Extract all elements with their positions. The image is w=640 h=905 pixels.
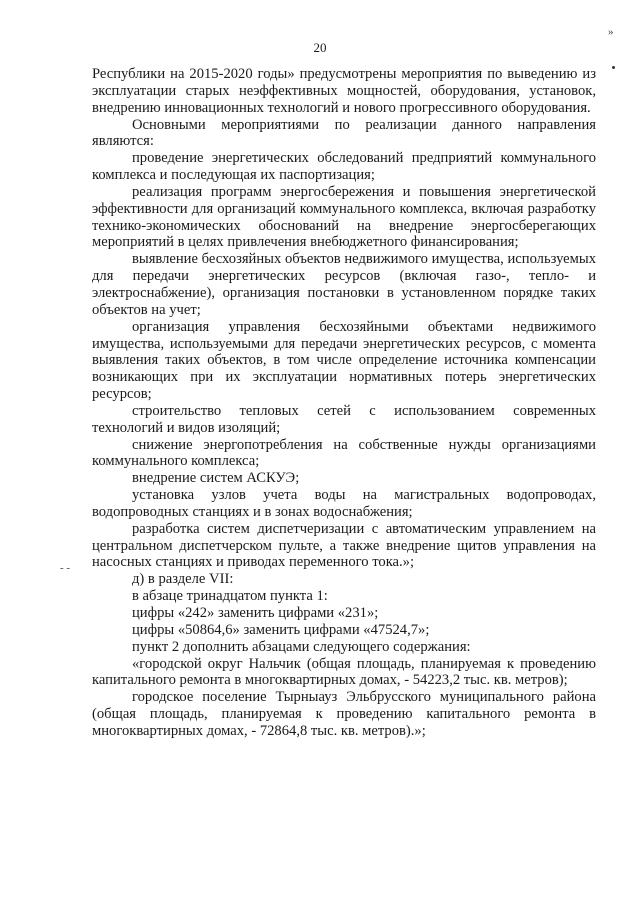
paragraph-4: реализация программ энергосбережения и повышения энергетической эффективности для организаций коммунального комплекса, включая разработку технико-экономических обоснований на внедрение энергосберегающих мероприятий в целях привлечения внебюджетного финансирования; [92, 183, 596, 251]
paragraph-5: выявление бесхозяйных объектов недвижимого имущества, используемых для передачи энергетических ресурсов (включая газо-, тепло- и электроснабжение), организация постановки в установленном порядке таких объектов на учет; [92, 251, 596, 318]
paragraph-17: «городской округ Нальчик (общая площадь, планируемая к проведению капитального ремонта в многоквартирных домах, - 54223,2 тыс. кв. метров); [92, 655, 596, 689]
paragraph-10: установка узлов учета воды на магистральных водопроводах, водопроводных станциях и в зонах водоснабжения; [92, 487, 596, 520]
paragraph-2: Основными мероприятиями по реализации данного направления являются: [92, 116, 596, 150]
paragraph-14: цифры «242» заменить цифрами «231»; [132, 605, 379, 621]
corner-dot [612, 66, 615, 69]
paragraph-6: организация управления бесхозяйными объектами недвижимого имущества, используемыми для передачи энергетических ресурсов, с момента выявления таких объектов, в том числе определение источника компенсации возникающих при их эксплуатации нормативных потерь энергетических ресурсов; [92, 318, 596, 403]
corner-mark: » [608, 26, 614, 38]
paragraph-16: пункт 2 дополнить абзацами следующего содержания: [132, 638, 471, 655]
side-mark: - - [60, 562, 71, 574]
paragraph-12: д) в разделе VII: [132, 571, 234, 588]
paragraph-7: строительство тепловых сетей с использованием современных технологий и видов изоляций; [92, 402, 596, 436]
paragraph-3: проведение энергетических обследований предприятий коммунального комплекса и последующая их паспортизация; [92, 150, 596, 184]
paragraph-15: цифры «50864,6» заменить цифрами «47524,7»; [132, 621, 430, 638]
paragraph-8: снижение энергопотребления на собственные нужды организациями коммунального комплекса; [92, 436, 596, 470]
paragraph-18: городское поселение Тырныауз Эльбрусского муниципального района (общая площадь, планируемая к проведению капитального ремонта в многоквартирных домах, - 72864,8 тыс. кв. метров).»; [92, 689, 596, 739]
paragraph-1: Республики на 2015-2020 годы» предусмотрены мероприятия по выведению из эксплуатации старых неэффективных мощностей, оборудования, установок, внедрению инновационных технологий и нового прогрессивного оборудования. [92, 66, 596, 116]
page-number: 20 [313, 40, 327, 55]
paragraph-13: в абзаце тринадцатом пункта 1: [132, 588, 328, 605]
paragraph-9: внедрение систем АСКУЭ; [132, 470, 300, 487]
document-body [92, 66, 596, 740]
paragraph-11: разработка систем диспетчеризации с автоматическим управлением на центральном диспетчерском пульте, а также внедрение щитов управления на насосных станциях и приводах переменного тока.»; [92, 520, 596, 571]
